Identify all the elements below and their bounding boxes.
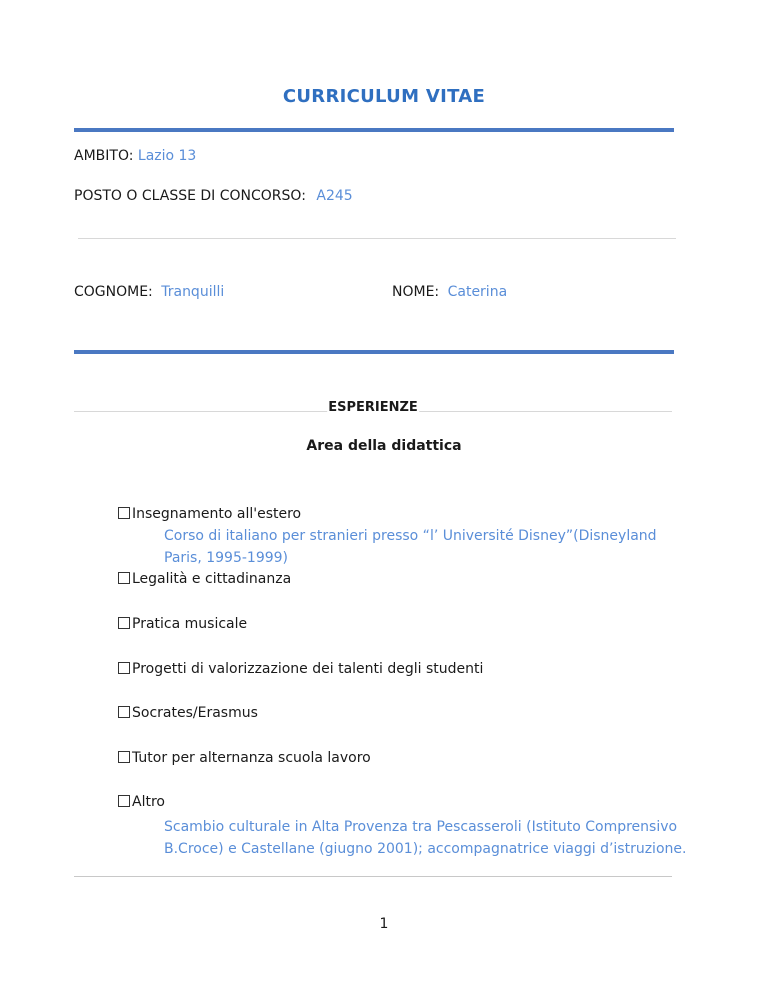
detail-line: Paris, 1995-1999)	[164, 550, 289, 566]
posto-row	[74, 188, 353, 204]
item-legalita	[118, 571, 291, 587]
nome-row	[392, 284, 507, 300]
checkbox-icon[interactable]	[118, 706, 130, 718]
item-progetti-talenti	[118, 661, 483, 677]
item-detail-altro	[164, 816, 686, 860]
checkbox-icon[interactable]	[118, 795, 130, 807]
checkbox-icon[interactable]	[118, 751, 130, 763]
posto-value: A245	[316, 188, 353, 204]
item-label: Altro	[132, 794, 165, 810]
ambito-value: Lazio 13	[137, 148, 197, 164]
section-header	[74, 400, 672, 422]
document-title: CURRICULUM VITAE	[282, 86, 486, 107]
item-detail-insegnamento	[164, 525, 657, 569]
section-title: ESPERIENZE	[328, 400, 418, 415]
posto-label: POSTO O CLASSE DI CONCORSO:	[74, 188, 306, 204]
detail-line: Corso di italiano per stranieri presso “l’ Université Disney”(Disneyland	[164, 528, 657, 544]
item-altro	[118, 794, 165, 810]
item-label: Socrates/Erasmus	[132, 705, 258, 721]
title-divider	[74, 128, 674, 132]
checkbox-icon[interactable]	[118, 507, 130, 519]
cognome-row	[74, 284, 224, 300]
item-label: Tutor per alternanza scuola lavoro	[132, 750, 371, 766]
section-subtitle: Area della didattica	[306, 438, 462, 454]
item-pratica-musicale	[118, 616, 247, 632]
section-divider	[74, 350, 674, 354]
item-socrates-erasmus	[118, 705, 258, 721]
cognome-label: COGNOME:	[74, 284, 153, 300]
detail-line: Scambio culturale in Alta Provenza tra Pescasseroli (Istituto Comprensivo	[164, 819, 678, 835]
page-number: 1	[379, 916, 389, 932]
bottom-divider	[74, 876, 672, 877]
ambito-row	[74, 148, 196, 164]
item-label: Legalità e cittadinanza	[132, 571, 292, 587]
nome-label: NOME:	[392, 284, 440, 300]
item-label: Progetti di valorizzazione dei talenti degli studenti	[132, 661, 484, 677]
checkbox-icon[interactable]	[118, 617, 130, 629]
item-label: Pratica musicale	[132, 616, 248, 632]
divider-thin	[78, 238, 676, 239]
item-tutor-alternanza	[118, 750, 371, 766]
item-insegnamento-estero	[118, 506, 301, 522]
cognome-value: Tranquilli	[161, 284, 225, 300]
checkbox-icon[interactable]	[118, 572, 130, 584]
checkbox-icon[interactable]	[118, 662, 130, 674]
nome-value: Caterina	[447, 284, 508, 300]
detail-line: B.Croce) e Castellane (giugno 2001); accompagnatrice viaggi d’istruzione.	[164, 841, 687, 857]
ambito-label: AMBITO:	[74, 148, 134, 164]
item-label: Insegnamento all'estero	[132, 506, 302, 522]
